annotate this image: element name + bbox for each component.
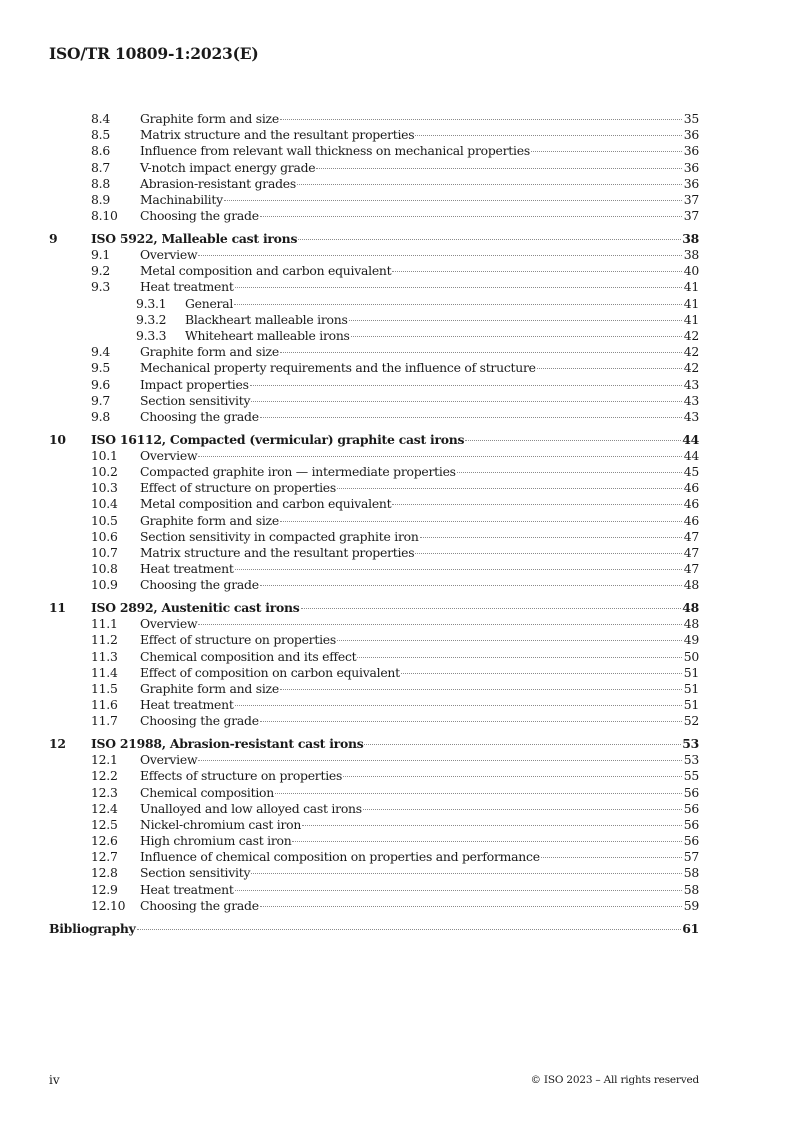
toc-entry-page: 35: [683, 111, 699, 126]
toc-entry-page: 48: [683, 577, 699, 593]
dot-leader: [280, 119, 682, 120]
toc-entry-number: 8.6: [91, 143, 110, 159]
dot-leader: [415, 135, 682, 136]
dot-leader: [392, 504, 682, 505]
toc-entry[interactable]: [49, 600, 699, 616]
copyright-notice: © ISO 2023 – All rights reserved: [530, 1074, 699, 1086]
toc-entry-number: 8.8: [91, 175, 110, 191]
toc-entry-page: 42: [683, 344, 699, 360]
toc-entry-number: 8.7: [91, 159, 110, 175]
toc-entry[interactable]: [49, 616, 699, 632]
toc-entry-title: Whiteheart malleable irons: [185, 327, 350, 343]
toc-entry-title: Impact properties: [140, 376, 249, 392]
toc-entry[interactable]: [49, 545, 699, 561]
toc-entry-title: V-notch impact energy grade: [140, 159, 316, 175]
toc-entry-page: 48: [683, 616, 699, 632]
toc-entry-title: Matrix structure and the resultant properties: [140, 127, 415, 143]
toc-entry-title: Heat treatment: [140, 881, 234, 897]
dot-leader: [415, 553, 682, 554]
toc-entry-number: 8.4: [91, 111, 110, 126]
dot-leader: [457, 472, 682, 473]
toc-entry-title: Overview: [140, 752, 198, 768]
toc-entry-number: 10.7: [91, 544, 118, 560]
toc-entry[interactable]: [49, 801, 699, 817]
toc-entry-title: Heat treatment: [140, 279, 234, 295]
toc-entry-page: 57: [683, 849, 699, 865]
toc-entry-title: Overview: [140, 447, 198, 463]
toc-entry-number: 9.7: [91, 392, 110, 408]
toc-entry-number: 10.1: [91, 447, 118, 463]
toc-entry-number: 9.4: [91, 344, 110, 360]
toc-entry[interactable]: [49, 561, 699, 577]
toc-entry[interactable]: [49, 849, 699, 865]
toc-entry-title: High chromium cast iron: [140, 833, 292, 849]
toc-entry-title: Machinability: [140, 191, 223, 207]
dot-leader: [251, 401, 682, 402]
toc-entry-number: 12.6: [91, 833, 118, 849]
toc-entry-page: 51: [683, 680, 699, 696]
dot-leader: [343, 776, 682, 777]
dot-leader: [301, 608, 682, 609]
dot-leader: [250, 385, 682, 386]
toc-entry-number: 8.10: [91, 208, 118, 224]
toc-entry-page: 47: [683, 528, 699, 544]
toc-entry[interactable]: [49, 393, 699, 409]
toc-entry[interactable]: [49, 464, 699, 480]
toc-entry-title: Compacted graphite iron — intermediate properties: [140, 463, 456, 479]
toc-entry-number: 10: [49, 431, 66, 447]
toc-entry-page: 53: [682, 735, 699, 751]
dot-leader: [224, 200, 682, 201]
dot-leader: [364, 744, 681, 745]
toc-entry[interactable]: [49, 111, 699, 127]
dot-leader: [337, 640, 682, 641]
toc-entry-number: 10.5: [91, 512, 118, 528]
toc-entry-title: Chemical composition and its effect: [140, 648, 357, 664]
toc-entry[interactable]: [49, 768, 699, 784]
toc-entry-number: 9.3.2: [136, 311, 167, 327]
toc-entry-page: 46: [683, 512, 699, 528]
toc-entry-number: 9.1: [91, 247, 110, 262]
toc-entry-number: 9.2: [91, 263, 110, 279]
toc-entry[interactable]: [49, 312, 699, 328]
dot-leader: [198, 624, 682, 625]
toc-entry[interactable]: [49, 496, 699, 512]
toc-entry[interactable]: [49, 409, 699, 425]
toc-entry[interactable]: [49, 736, 699, 752]
toc-entry-page: 59: [683, 897, 699, 913]
toc-entry-title: Blackheart malleable irons: [185, 311, 348, 327]
toc-entry[interactable]: [49, 231, 699, 247]
dot-leader: [337, 488, 682, 489]
page-number: iv: [49, 1073, 60, 1087]
toc-entry-number: 11.4: [91, 664, 118, 680]
toc-entry-title: Section sensitivity in compacted graphite iron: [140, 528, 419, 544]
dot-leader: [137, 929, 682, 930]
toc-entry[interactable]: [49, 752, 699, 768]
toc-entry[interactable]: [49, 263, 699, 279]
toc-entry-number: 10.3: [91, 480, 118, 496]
toc-entry-title: Choosing the grade: [140, 208, 259, 224]
dot-leader: [420, 537, 682, 538]
toc-entry-page: 47: [683, 544, 699, 560]
toc-entry-title: Graphite form and size: [140, 111, 279, 126]
toc-entry-number: 11.2: [91, 632, 118, 648]
dot-leader: [316, 168, 682, 169]
toc-entry-title: Choosing the grade: [140, 713, 259, 729]
dot-leader: [292, 841, 682, 842]
toc-entry-page: 43: [683, 408, 699, 424]
toc-entry-title: Section sensitivity: [140, 865, 251, 881]
toc-entry[interactable]: [49, 296, 699, 312]
toc-entry-page: 56: [683, 833, 699, 849]
toc-entry[interactable]: [49, 785, 699, 801]
toc-entry-title: Graphite form and size: [140, 344, 279, 360]
toc-entry-title: Chemical composition: [140, 784, 274, 800]
dot-leader: [260, 417, 682, 418]
toc-entry-title: Bibliography: [49, 920, 136, 936]
dot-leader: [297, 184, 682, 185]
dot-leader: [537, 368, 682, 369]
toc-entry-number: 10.4: [91, 496, 118, 512]
toc-entry-title: Effects of structure on properties: [140, 768, 343, 784]
toc-entry[interactable]: [49, 681, 699, 697]
toc-entry[interactable]: [49, 833, 699, 849]
dot-leader: [302, 825, 682, 826]
dot-leader: [280, 689, 682, 690]
toc-entry-page: 47: [683, 561, 699, 577]
toc-entry[interactable]: [49, 160, 699, 176]
toc-entry-number: 12.2: [91, 768, 118, 784]
toc-entry-title: Choosing the grade: [140, 408, 259, 424]
toc-entry-number: 12.3: [91, 784, 118, 800]
dot-leader: [234, 304, 682, 305]
toc-entry-title: ISO 5922, Malleable cast irons: [91, 230, 298, 246]
toc-entry-title: Abrasion-resistant grades: [140, 175, 296, 191]
toc-entry-number: 9.3: [91, 279, 110, 295]
toc-entry-number: 8.5: [91, 127, 110, 143]
dot-leader: [235, 287, 682, 288]
toc-entry[interactable]: [49, 898, 699, 914]
toc-entry-title: Mechanical property requirements and the influence of structure: [140, 360, 536, 376]
dot-leader: [235, 705, 682, 706]
toc-entry[interactable]: [49, 279, 699, 295]
toc-entry-number: 11.5: [91, 680, 118, 696]
toc-entry-number: 12.5: [91, 816, 118, 832]
toc-entry-title: Effect of composition on carbon equivalent: [140, 664, 400, 680]
toc-entry[interactable]: [49, 713, 699, 729]
toc-entry-page: 48: [682, 599, 699, 615]
toc-entry[interactable]: [49, 328, 699, 344]
dot-leader: [357, 657, 682, 658]
toc-entry[interactable]: [49, 377, 699, 393]
toc-entry-page: 36: [683, 127, 699, 143]
toc-entry-title: Effect of structure on properties: [140, 632, 336, 648]
dot-leader: [465, 440, 681, 441]
toc-entry[interactable]: [49, 697, 699, 713]
toc-entry-page: 37: [683, 208, 699, 224]
toc-entry[interactable]: [49, 529, 699, 545]
toc-entry-number: 9.8: [91, 408, 110, 424]
toc-entry-number: 11.6: [91, 697, 118, 713]
toc-entry-page: 36: [683, 175, 699, 191]
toc-entry-number: 12.4: [91, 800, 118, 816]
dot-leader: [298, 239, 681, 240]
toc-entry[interactable]: [49, 817, 699, 833]
toc-entry[interactable]: [49, 448, 699, 464]
toc-entry-page: 49: [683, 632, 699, 648]
toc-entry-page: 43: [683, 392, 699, 408]
toc-entry-page: 41: [683, 311, 699, 327]
dot-leader: [198, 456, 682, 457]
toc-entry-page: 42: [683, 360, 699, 376]
toc-entry-title: ISO 2892, Austenitic cast irons: [91, 599, 300, 615]
toc-entry[interactable]: [49, 176, 699, 192]
toc-entry[interactable]: [49, 247, 699, 263]
toc-entry-title: Graphite form and size: [140, 512, 279, 528]
toc-entry[interactable]: [49, 127, 699, 143]
toc-entry-title: Choosing the grade: [140, 897, 259, 913]
toc-entry-number: 12.7: [91, 849, 118, 865]
toc-entry-title: Metal composition and carbon equivalent: [140, 263, 392, 279]
toc-entry[interactable]: [49, 480, 699, 496]
dot-leader: [280, 521, 682, 522]
toc-entry-number: 10.2: [91, 463, 118, 479]
dot-leader: [198, 255, 682, 256]
toc-entry-page: 50: [683, 648, 699, 664]
toc-entry-title: Metal composition and carbon equivalent: [140, 496, 392, 512]
toc-entry[interactable]: [49, 513, 699, 529]
toc-entry-page: 53: [683, 752, 699, 768]
toc-entry-number: 9.5: [91, 360, 110, 376]
toc-entry-page: 36: [683, 159, 699, 175]
toc-entry[interactable]: [49, 665, 699, 681]
toc-entry[interactable]: [49, 882, 699, 898]
toc-entry-title: Unalloyed and low alloyed cast irons: [140, 800, 362, 816]
toc-entry-page: 51: [683, 664, 699, 680]
toc-entry-title: Influence from relevant wall thickness on mechanical properties: [140, 143, 530, 159]
dot-leader: [401, 673, 682, 674]
toc-entry-number: 12.9: [91, 881, 118, 897]
toc-entry-title: Heat treatment: [140, 561, 234, 577]
toc-entry-title: Section sensitivity: [140, 392, 251, 408]
toc-entry[interactable]: [49, 432, 699, 448]
toc-entry-title: Overview: [140, 616, 198, 632]
toc-entry-page: 58: [683, 865, 699, 881]
toc-entry-title: Influence of chemical composition on properties and performance: [140, 849, 540, 865]
toc-entry-title: ISO 16112, Compacted (vermicular) graphite cast irons: [91, 431, 465, 447]
toc-entry-number: 11.1: [91, 616, 118, 632]
toc-entry[interactable]: [49, 632, 699, 648]
toc-entry-title: Effect of structure on properties: [140, 480, 336, 496]
toc-entry-page: 55: [683, 768, 699, 784]
toc-entry-page: 46: [683, 496, 699, 512]
toc-entry-bibliography[interactable]: [49, 921, 699, 937]
toc-entry-title: Choosing the grade: [140, 577, 259, 593]
dot-leader: [260, 216, 682, 217]
toc-entry-page: 42: [683, 327, 699, 343]
toc-entry[interactable]: [49, 143, 699, 159]
toc-entry-number: 9.3.3: [136, 327, 167, 343]
toc-entry-number: 11.3: [91, 648, 118, 664]
dot-leader: [260, 585, 682, 586]
toc-entry-number: 9.6: [91, 376, 110, 392]
toc-entry[interactable]: [49, 344, 699, 360]
toc-entry-page: 58: [683, 881, 699, 897]
toc-entry-page: 40: [683, 263, 699, 279]
toc-entry[interactable]: [49, 360, 699, 376]
dot-leader: [235, 569, 682, 570]
toc-entry-page: 43: [683, 376, 699, 392]
toc-entry-page: 44: [682, 431, 699, 447]
toc-entry-number: 8.9: [91, 191, 110, 207]
toc-entry-page: 41: [683, 279, 699, 295]
dot-leader: [351, 336, 682, 337]
toc-entry[interactable]: [49, 192, 699, 208]
dot-leader: [541, 857, 682, 858]
toc-entry-title: Nickel-chromium cast iron: [140, 816, 302, 832]
dot-leader: [392, 271, 682, 272]
toc-entry-number: 12: [49, 735, 66, 751]
toc-entry-page: 38: [682, 230, 699, 246]
toc-entry-page: 45: [683, 463, 699, 479]
toc-entry-number: 12.8: [91, 865, 118, 881]
toc-entry-title: Matrix structure and the resultant properties: [140, 544, 415, 560]
toc-entry-page: 56: [683, 800, 699, 816]
toc-entry-title: Overview: [140, 247, 198, 262]
toc-entry-page: 44: [683, 447, 699, 463]
document-id-header: ISO/TR 10809-1:2023(E): [49, 44, 259, 63]
dot-leader: [363, 809, 682, 810]
dot-leader: [280, 352, 682, 353]
toc-entry-page: 56: [683, 816, 699, 832]
toc-entry-number: 10.9: [91, 577, 118, 593]
toc-entry-page: 41: [683, 295, 699, 311]
toc-entry-page: 36: [683, 143, 699, 159]
toc-entry-page: 56: [683, 784, 699, 800]
toc-entry[interactable]: [49, 577, 699, 593]
toc-entry-title: ISO 21988, Abrasion-resistant cast irons: [91, 735, 364, 751]
dot-leader: [251, 873, 682, 874]
toc-entry-page: 52: [683, 713, 699, 729]
toc-entry[interactable]: [49, 208, 699, 224]
toc-entry-number: 11: [49, 599, 66, 615]
toc-entry-number: 9.3.1: [136, 295, 167, 311]
dot-leader: [531, 151, 682, 152]
toc-entry-number: 11.7: [91, 713, 118, 729]
toc-entry[interactable]: [49, 649, 699, 665]
toc-entry[interactable]: [49, 865, 699, 881]
toc-entry-page: 37: [683, 191, 699, 207]
table-of-contents: [49, 111, 699, 937]
toc-entry-page: 51: [683, 697, 699, 713]
dot-leader: [275, 793, 682, 794]
toc-entry-page: 61: [682, 920, 699, 936]
dot-leader: [260, 721, 682, 722]
dot-leader: [260, 906, 682, 907]
toc-entry-number: 12.10: [91, 897, 126, 913]
toc-entry-page: 46: [683, 480, 699, 496]
toc-entry-number: 9: [49, 230, 58, 246]
dot-leader: [235, 890, 682, 891]
toc-entry-number: 12.1: [91, 752, 118, 768]
toc-entry-number: 10.6: [91, 528, 118, 544]
toc-entry-number: 10.8: [91, 561, 118, 577]
dot-leader: [198, 760, 682, 761]
dot-leader: [349, 320, 682, 321]
toc-entry-title: General: [185, 295, 234, 311]
toc-entry-title: Heat treatment: [140, 697, 234, 713]
toc-entry-title: Graphite form and size: [140, 680, 279, 696]
toc-entry-page: 38: [683, 247, 699, 262]
